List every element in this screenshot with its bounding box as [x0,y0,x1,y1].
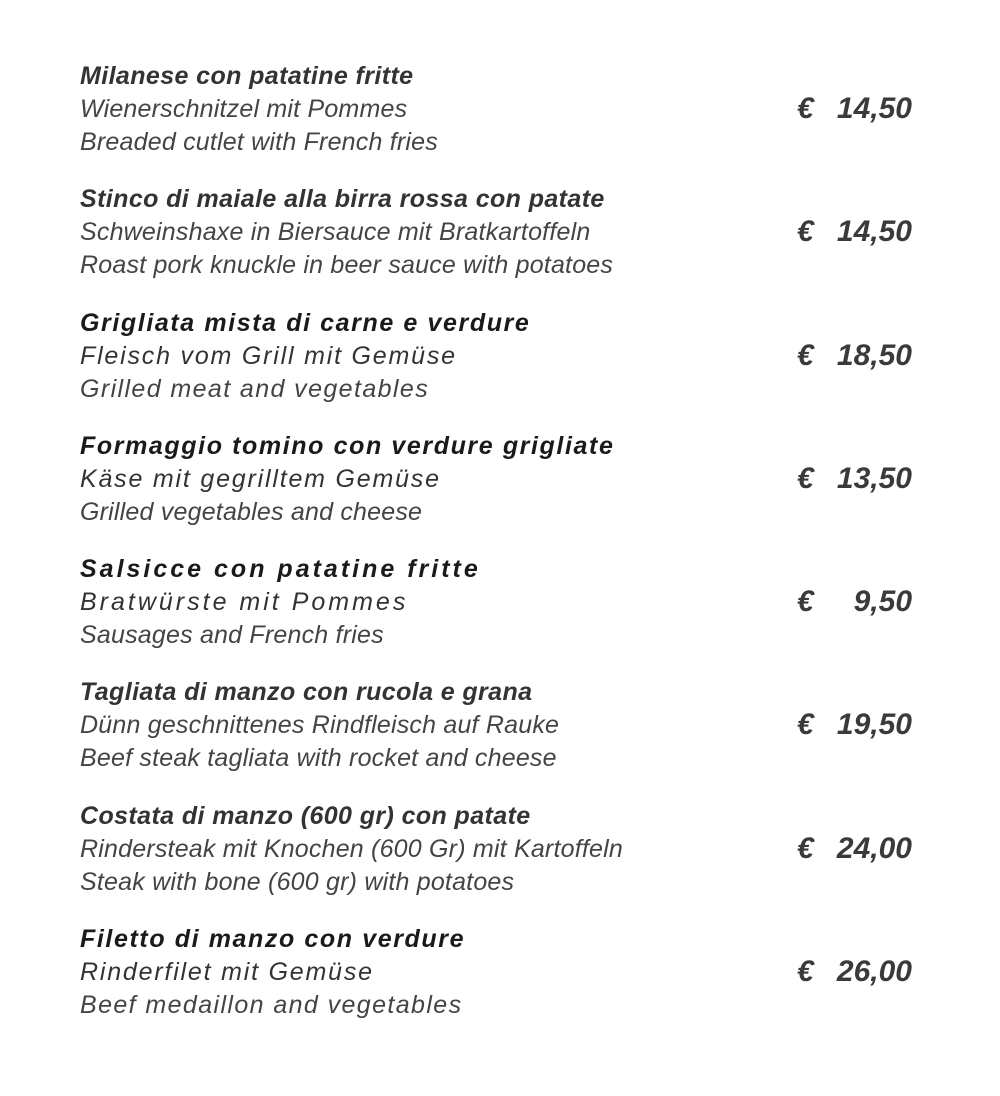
price-amount: 19,50 [836,708,912,742]
menu-item-tagliata [80,677,920,800]
currency-symbol: € [797,585,814,619]
dish-name-italian: Formaggio tomino con verdure grigliate [80,431,615,460]
menu-item-tomino [80,431,920,554]
dish-name-italian: Stinco di maiale alla birra rossa con patate [80,185,605,214]
dish-price [797,217,912,247]
dish-name-german: Schweinshaxe in Biersauce mit Bratkartoffeln [80,218,591,247]
dish-name-english: Roast pork knuckle in beer sauce with potatoes [80,251,614,280]
menu-item-grigliata [80,308,920,431]
price-amount: 18,50 [836,338,912,372]
dish-price [797,710,912,740]
currency-symbol: € [797,215,814,249]
currency-symbol: € [797,955,814,989]
dish-name-english: Beef steak tagliata with rocket and cheese [80,744,557,773]
dish-name-english: Breaded cutlet with French fries [80,128,438,156]
dish-name-german: Rindersteak mit Knochen (600 Gr) mit Kartoffeln [80,834,623,863]
currency-symbol: € [797,461,814,495]
menu-item-milanese [80,61,920,184]
dish-name-italian: Tagliata di manzo con rucola e grana [80,678,533,707]
dish-name-italian: Costata di manzo (600 gr) con patate [80,801,531,830]
dish-name-german: Fleisch vom Grill mit Gemüse [80,341,457,370]
menu-item-stinco [80,184,920,307]
dish-name-italian: Filetto di manzo con verdure [80,925,466,954]
dish-name-italian: Milanese con patatine fritte [80,62,414,90]
dish-name-german: Wienerschnitzel mit Pommes [80,95,408,123]
dish-name-english: Sausages and French fries [80,621,384,650]
dish-name-english: Grilled vegetables and cheese [80,497,423,526]
dish-name-german: Rinderfilet mit Gemüse [80,958,374,987]
price-amount: 26,00 [836,955,912,989]
price-amount: 14,50 [836,92,912,125]
currency-symbol: € [797,708,814,742]
dish-price [797,461,912,495]
dish-price [797,957,912,987]
price-amount: 13,50 [836,461,912,495]
dish-price [797,831,912,865]
dish-price [797,587,912,617]
dish-name-german: Dünn geschnittenes Rindfleisch auf Rauke [80,711,560,740]
dish-price [797,94,912,124]
dish-name-german: Bratwürste mit Pommes [80,588,409,617]
menu-item-salsicce [80,554,920,677]
dish-name-italian: Grigliata mista di carne e verdure [80,308,531,337]
menu-item-costata [80,801,920,924]
dish-name-english: Steak with bone (600 gr) with potatoes [80,867,515,896]
currency-symbol: € [797,92,814,125]
currency-symbol: € [797,831,814,865]
price-amount: 14,50 [836,215,912,249]
dish-price [797,338,912,372]
dish-name-italian: Salsicce con patatine fritte [80,555,481,584]
price-amount: 9,50 [853,585,912,619]
dish-name-german: Käse mit gegrilltem Gemüse [80,464,441,493]
dish-name-english: Grilled meat and vegetables [80,374,430,403]
dish-name-english: Beef medaillon and vegetables [80,991,463,1020]
currency-symbol: € [797,338,814,372]
menu-item-filetto [80,924,920,1047]
menu-list [80,61,920,1047]
price-amount: 24,00 [836,831,912,865]
